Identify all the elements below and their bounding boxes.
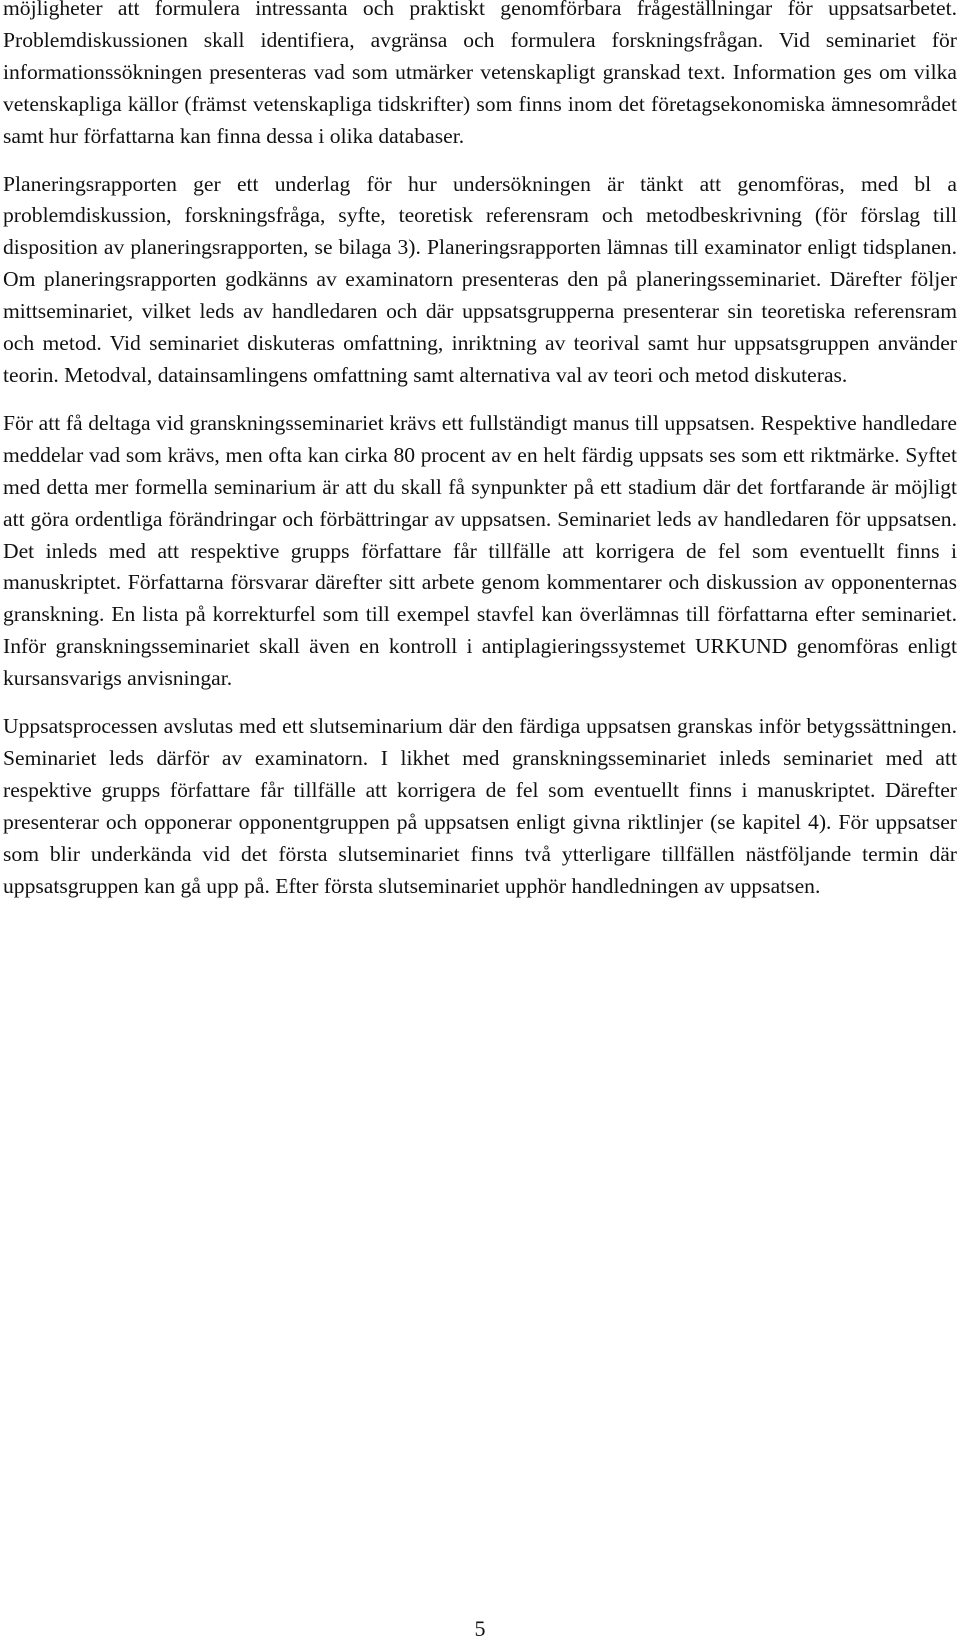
- page-number: 5: [474, 1616, 486, 1641]
- paragraph-planning-report: Planeringsrapporten ger ett underlag för hur undersökningen är tänkt att genomföras, med bl a problemdiskussion, forskningsfråga, syfte, teoretisk referensram och metodbeskrivning (för förslag till disposition av planeringsrapporten, se bilaga 3). Planeringsrapporten lämnas till examinator enligt tidsplanen. Om planeringsrapporten godkänns av examinatorn presenteras den på planeringsseminariet. Därefter följer mittseminariet, vilket leds av handledaren och där uppsatsgrupperna presenterar sin teoretiska referensram och metod. Vid seminariet diskuteras omfattning, inriktning av teorival samt hur uppsatsgruppen använder teorin. Metodval, datainsamlingens omfattning samt alternativa val av teori och metod diskuteras.: [3, 171, 957, 387]
- document-body: [3, 0, 957, 902]
- paragraph-information-search: möjligheter att formulera intressanta och praktiskt genomförbara frågeställningar för uppsatsarbetet. Problemdiskussionen skall identifiera, avgränsa och formulera forskningsfrågan. Vid seminariet för informationssökningen presenteras vad som utmärker vetenskapligt granskad text. Information ges om vilka vetenskapliga källor (främst vetenskapliga tidskrifter) som finns inom det företagsekonomiska ämnesområdet samt hur författarna kan finna dessa i olika databaser.: [3, 0, 957, 148]
- paragraph-final-seminar: Uppsatsprocessen avslutas med ett slutseminarium där den färdiga uppsatsen granskas inför betygssättningen. Seminariet leds därför av examinatorn. I likhet med granskningsseminariet inleds seminariet med att respektive grupps författare får tillfälle att korrigera de fel som eventuellt finns i manuskriptet. Därefter presenterar och opponerar opponentgruppen på uppsatsen enligt givna riktlinjer (se kapitel 4). För uppsatser som blir underkända vid det första slutseminariet finns två ytterligare tillfällen nästföljande termin där uppsatsgruppen kan gå upp på. Efter första slutseminariet upphör handledningen av uppsatsen.: [3, 714, 957, 898]
- paragraph-review-seminar: För att få deltaga vid granskningsseminariet krävs ett fullständigt manus till uppsatsen. Respektive handledare meddelar vad som krävs, men ofta kan cirka 80 procent av en helt färdig uppsats ses som ett riktmärke. Syftet med detta mer formella seminarium är att du skall få synpunkter på ett stadium där det fortfarande är möjligt att göra ordentliga förändringar och förbättringar av uppsatsen. Seminariet leds av handledaren för uppsatsen. Det inleds med att respektive grupps författare får tillfälle att korrigera de fel som eventuellt finns i manuskriptet. Författarna försvarar därefter sitt arbete genom kommentarer och diskussion av opponenternas granskning. En lista på korrekturfel som till exempel stavfel kan överlämnas till författarna efter seminariet. Inför granskningsseminariet skall även en kontroll i antiplagieringssystemet URKUND genomföras enligt kursansvarigs anvisningar.: [3, 410, 957, 691]
